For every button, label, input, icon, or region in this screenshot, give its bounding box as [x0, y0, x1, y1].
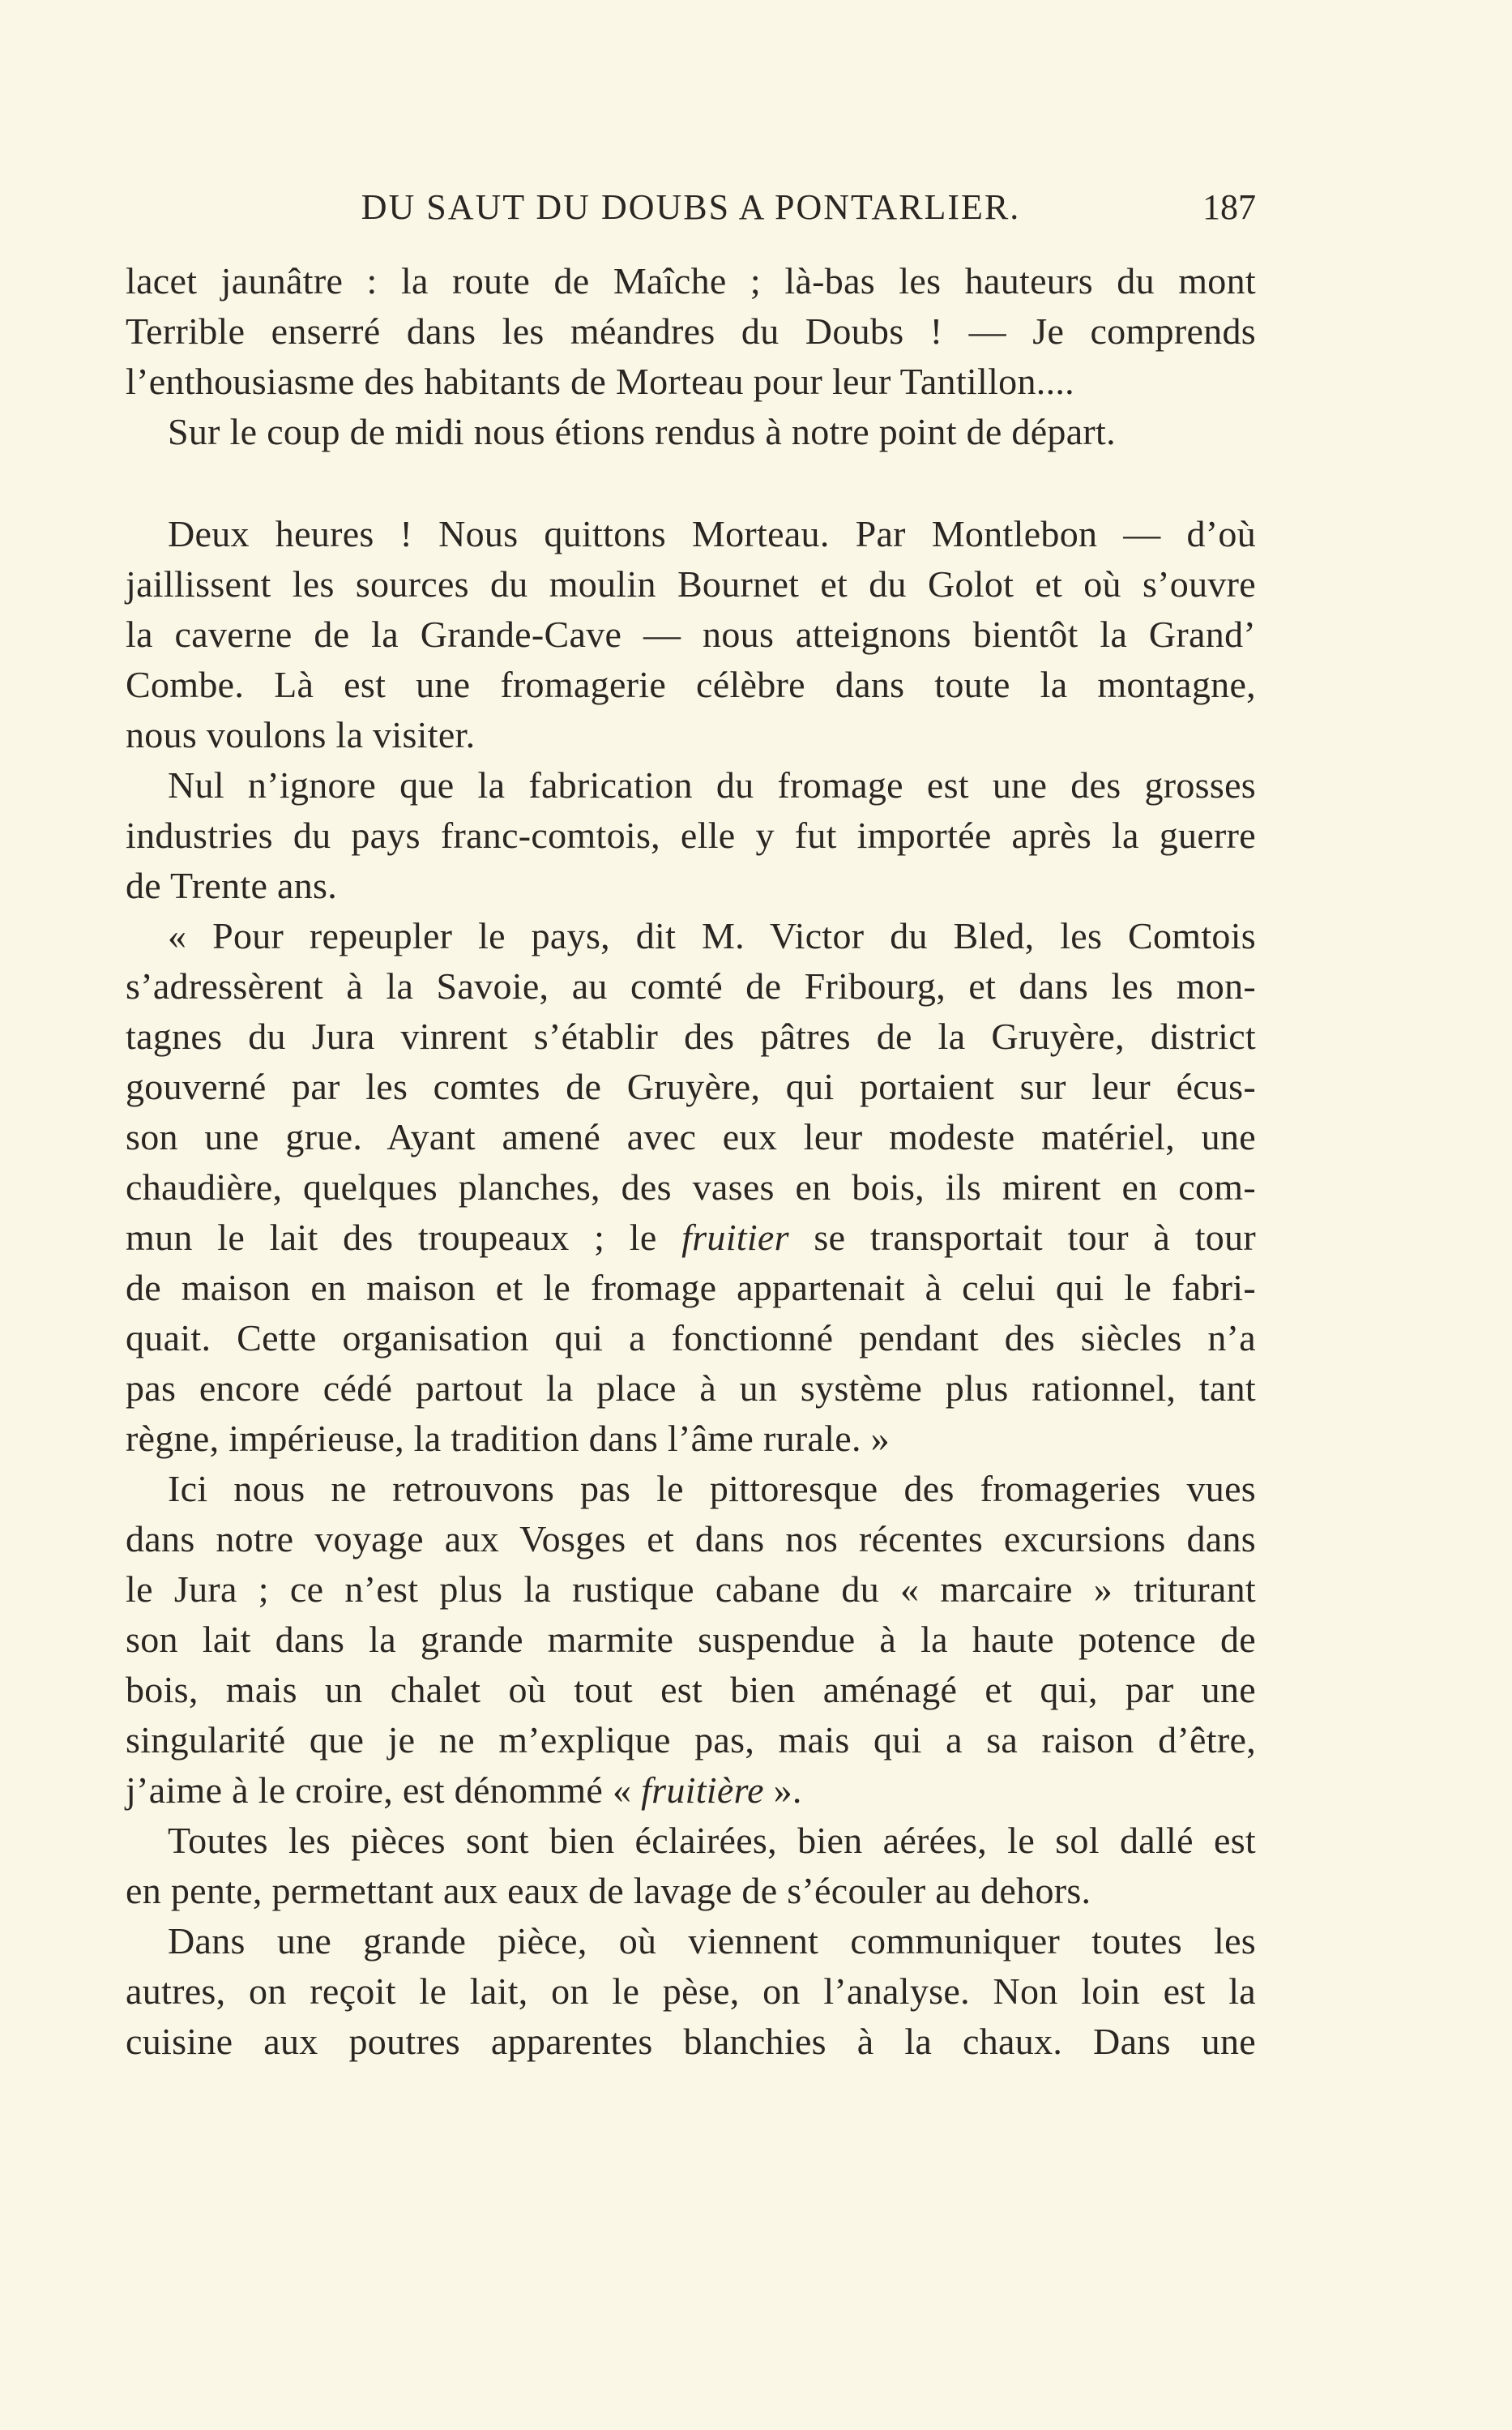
text-line: le Jura ; ce n’est plus la rustique cabane du « marcaire » triturant [126, 1568, 1256, 1610]
text-line: son lait dans la grande marmite suspendue à la haute potence de [126, 1619, 1256, 1660]
text-line: Deux heures ! Nous quittons Morteau. Par Montlebon — d’où [168, 513, 1256, 554]
text-line: dans notre voyage aux Vosges et dans nos récentes excursions dans [126, 1518, 1256, 1559]
italic-term-fruitier: fruitier [681, 1217, 789, 1258]
text-line: Nul n’ignore que la fabrication du fromage est une des grosses [168, 764, 1256, 806]
text-line: en pente, permettant aux eaux de lavage de s’écouler au dehors. [126, 1870, 1091, 1911]
text-line: Sur le coup de midi nous étions rendus à notre point de départ. [168, 411, 1116, 452]
text-line: pas encore cédé partout la place à un système plus rationnel, tant [126, 1367, 1256, 1409]
text-line: Terrible enserré dans les méandres du Doubs ! — Je comprends [126, 310, 1256, 352]
text-line: Toutes les pièces sont bien éclairées, bien aérées, le sol dallé est [168, 1820, 1256, 1861]
running-title: DU SAUT DU DOUBS A PONTARLIER. [361, 187, 1021, 227]
text-line: son une grue. Ayant amené avec eux leur modeste matériel, une [126, 1116, 1256, 1157]
text-line: jaillissent les sources du moulin Bournet et du Golot et où s’ouvre [126, 563, 1256, 605]
text-line: singularité que je ne m’explique pas, mais qui a sa raison d’être, [126, 1719, 1256, 1760]
text-line: règne, impérieuse, la tradition dans l’âme rurale. » [126, 1418, 890, 1459]
text-line: de Trente ans. [126, 865, 338, 906]
text-line: chaudière, quelques planches, des vases en bois, ils mirent en com- [126, 1166, 1256, 1208]
text-run: j’aime à le croire, est dénommé « [126, 1769, 642, 1811]
text-line: s’adressèrent à la Savoie, au comté de Fribourg, et dans les mon- [126, 965, 1256, 1007]
text-line: cuisine aux poutres apparentes blanchies à la chaux. Dans une [126, 2021, 1256, 2062]
text-line: « Pour repeupler le pays, dit M. Victor du Bled, les Comtois [168, 915, 1256, 956]
text-run: se transportait tour à tour [788, 1217, 1256, 1258]
text-line: quait. Cette organisation qui a fonctionné pendant des siècles n’a [126, 1317, 1256, 1358]
text-line: Dans une grande pièce, où viennent communiquer toutes les [168, 1920, 1256, 1962]
text-line: de maison en maison et le fromage appartenait à celui qui le fabri- [126, 1267, 1256, 1308]
text-line: industries du pays franc-comtois, elle y fut importée après la guerre [126, 815, 1256, 856]
text-run: mun le lait des troupeaux ; le [126, 1217, 682, 1258]
text-line: bois, mais un chalet où tout est bien aménagé et qui, par une [126, 1669, 1256, 1710]
section-break [126, 457, 1256, 509]
text-line: nous voulons la visiter. [126, 714, 476, 755]
text-line: Ici nous ne retrouvons pas le pittoresque des fromageries vues [168, 1468, 1256, 1509]
text-line: tagnes du Jura vinrent s’établir des pâtres de la Gruyère, district [126, 1016, 1256, 1057]
text-line: Combe. Là est une fromagerie célèbre dans toute la montagne, [126, 664, 1256, 705]
text-line: autres, on reçoit le lait, on le pèse, on l’analyse. Non loin est la [126, 1970, 1256, 2012]
text-line-with-italic [126, 1765, 1256, 1816]
page-header [126, 185, 1256, 230]
body-text [126, 256, 1256, 2067]
text-line: l’enthousiasme des habitants de Morteau pour leur Tantillon.... [126, 361, 1074, 402]
text-line: la caverne de la Grande-Cave — nous atteignons bientôt la Grand’ [126, 614, 1256, 655]
text-line-with-italic [126, 1213, 1256, 1263]
page-number: 187 [1202, 187, 1256, 227]
text-line: gouverné par les comtes de Gruyère, qui portaient sur leur écus- [126, 1066, 1256, 1107]
text-line: lacet jaunâtre : la route de Maîche ; là-bas les hauteurs du mont [126, 260, 1256, 302]
italic-term-fruitiere: fruitière [641, 1769, 764, 1811]
text-run: ». [763, 1769, 802, 1811]
